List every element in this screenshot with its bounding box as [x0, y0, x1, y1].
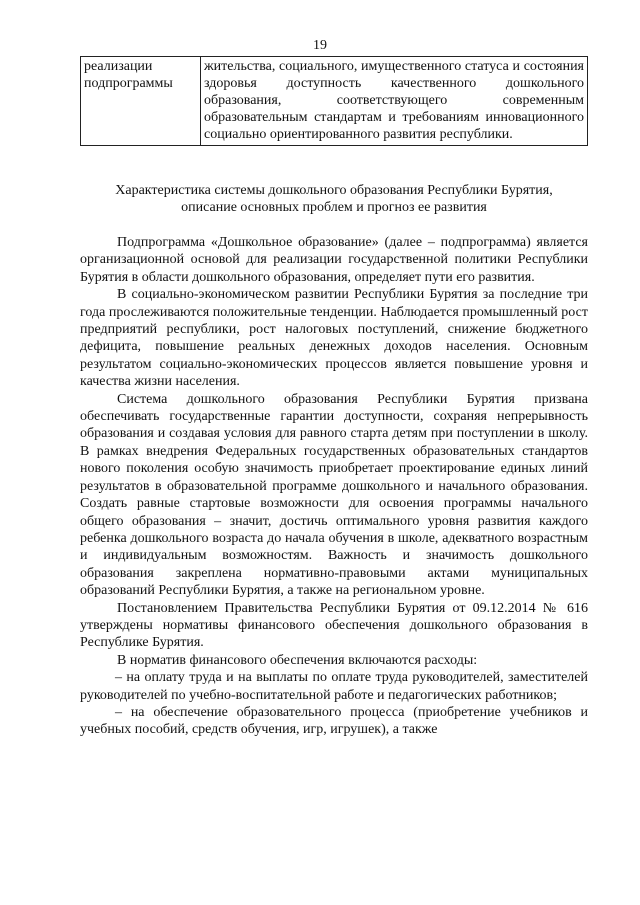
table-row: [81, 57, 588, 146]
body-text: [80, 234, 588, 739]
table-cell-label: реализации подпрограммы: [81, 57, 201, 146]
paragraph-system: Система дошкольного образования Республики Бурятия призвана обеспечивать государственные гарантии доступности, сохраняя непрерывность образования и создавая условия для равного старта детям при поступлении в школу. В рамках внедрения Федеральных государственных образовательных стандартов нового поколения особую значимость приобретает проектирование единых линий результатов в образовательной программе дошкольного и начального образования. Создать равные стартовые возможности для освоения программы начального общего образования – значит, достичь оптимального уровня развития каждого ребенка дошкольного возраста до начала обучения в школе, адекватного возрастным и индивидуальным возможностям. Важность и значимость дошкольного образования закреплена нормативно-правовыми актами муниципальных образований Республики Бурятия, а также на региональном уровне.: [80, 391, 588, 599]
section-title-line-1: Характеристика системы дошкольного образования Республики Бурятия,: [115, 183, 553, 198]
paragraph-decree: Постановлением Правительства Республики Бурятия от 09.12.2014 № 616 утверждены нормативы финансового обеспечения дошкольного образования в Республике Бурятия.: [80, 600, 588, 651]
page-number: 19: [313, 38, 327, 53]
list-item-education-process: – на обеспечение образовательного процесса (приобретение учебников и учебных пособий, средств обучения, игр, игрушек), а также: [80, 704, 588, 738]
table-cell-content: жительства, социального, имущественного статуса и состояния здоровья доступность качественного дошкольного образования, соответствующего современным образовательным стандартам и требованиям инновационного социально ориентированного развития республики.: [201, 57, 588, 146]
list-item-salary: – на оплату труда и на выплаты по оплате труда руководителей, заместителей руководителей по учебно-воспитательной работе и педагогических работников;: [80, 670, 588, 703]
section-title-line-2: описание основных проблем и прогноз ее развития: [181, 200, 487, 215]
paragraph-intro: Подпрограмма «Дошкольное образование» (далее – подпрограмма) является организационной основой для реализации государственной политики Республики Бурятия в области дошкольного образования, определяет пути его развития.: [80, 235, 588, 285]
section-title: [80, 182, 588, 216]
continuation-table: [80, 56, 588, 146]
paragraph-economy: В социально-экономическом развитии Республики Бурятия за последние три года прослеживаются положительные тенденции. Наблюдается промышленный рост предприятий республики, рост налоговых поступлений, снижение бюджетного дефицита, повышение реальных денежных доходов населения. Основным результатом социально-экономических процессов является повышение уровня и качества жизни населения.: [80, 287, 588, 390]
paragraph-expenses-intro: В норматив финансового обеспечения включаются расходы:: [117, 652, 478, 668]
